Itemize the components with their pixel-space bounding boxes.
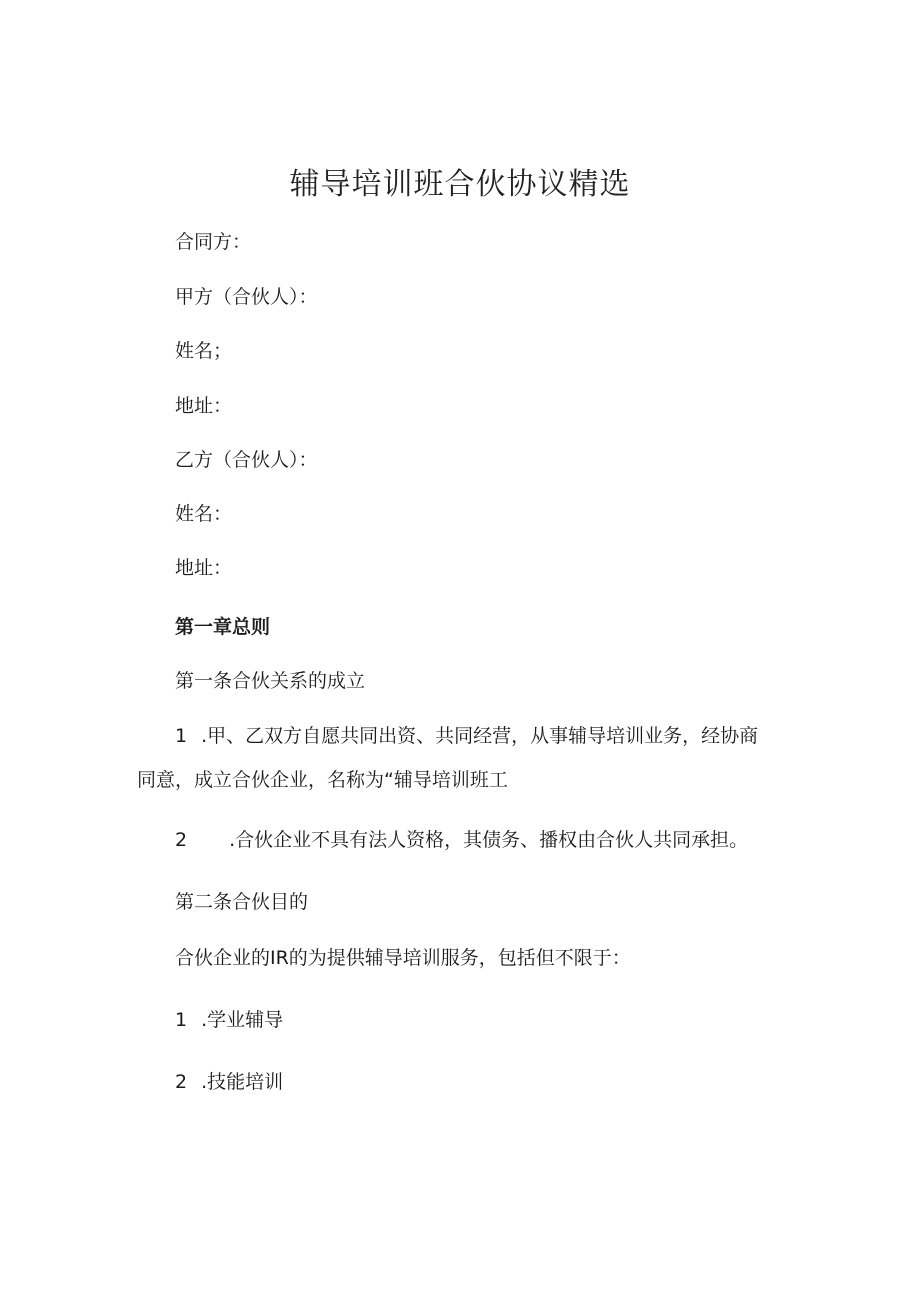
- item-text: .技能培训: [201, 1071, 284, 1093]
- article-2-item-2: [175, 1068, 283, 1096]
- item-number: 2: [175, 1071, 188, 1093]
- article-1-item-1: [175, 722, 758, 750]
- article-2-item-1: [175, 1006, 283, 1034]
- party-b-name-label: 姓名：: [175, 503, 233, 525]
- item-text: .合伙企业不具有法人资格，其债务、播权由合伙人共同承担。: [229, 829, 749, 851]
- item-number: 1: [175, 725, 188, 747]
- article-1-item-2: [175, 826, 748, 854]
- chapter-1-heading: 第一章总则: [175, 616, 271, 638]
- article-2-intro: 合伙企业的IR的为提供辅导培训服务，包括但不限于：: [175, 947, 631, 969]
- item-number: 1: [175, 1009, 188, 1031]
- document-title: 辅导培训班合伙协议精选: [289, 167, 631, 202]
- article-1-item-1-continuation: 同意，成立合伙企业，名称为“辅导培训班工: [137, 769, 508, 791]
- article-2-heading: 第二条合伙目的: [175, 891, 309, 913]
- item-text: .学业辅导: [201, 1009, 284, 1031]
- party-b-label: 乙方（合伙人）：: [175, 449, 318, 471]
- item-number: 2: [175, 829, 188, 851]
- party-b-address-label: 地址：: [175, 557, 233, 579]
- party-a-label: 甲方（合伙人）：: [175, 286, 318, 308]
- party-a-name-label: 姓名；: [175, 340, 233, 362]
- article-1-heading: 第一条合伙关系的成立: [175, 670, 366, 692]
- item-text: .甲、乙双方自愿共同出资、共同经营，从事辅导培训业务，经协商: [201, 725, 759, 747]
- party-a-address-label: 地址：: [175, 395, 233, 417]
- parties-label: 合同方：: [175, 231, 252, 253]
